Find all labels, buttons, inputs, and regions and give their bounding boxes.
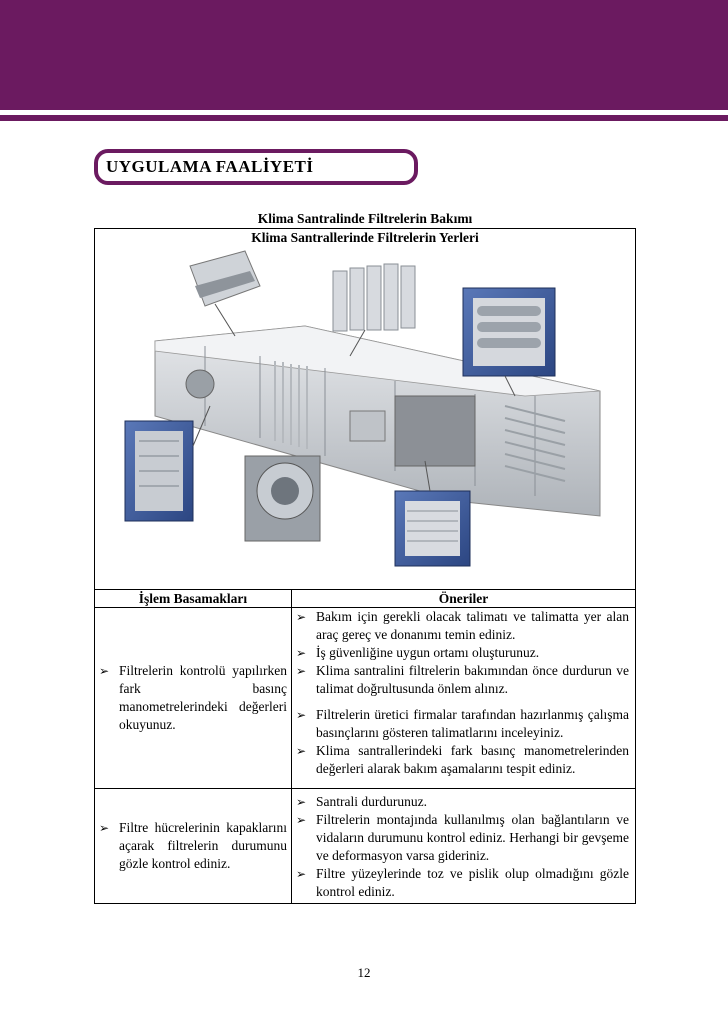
ahu-illustration: [95, 246, 635, 589]
suggestion-item: ➢ Filtrelerin üretici firmalar tarafından hazırlanmış çalışma basınçlarını gösteren talimatlarını inceleyiniz.: [292, 706, 629, 742]
suggestion-item: ➢ Klima santralini filtrelerin bakımından önce durdurun ve talimat doğrultusunda önlem alınız.: [292, 662, 629, 698]
suggestion-item: ➢ Klima santrallerindeki fark basınç manometrelerinden değerleri alarak bakım aşamalarını tespit ediniz.: [292, 742, 629, 778]
step-text: ➢ Filtrelerin kontrolü yapılırken fark basınç manometrelerindeki değerleri okuyunuz.: [95, 662, 287, 734]
suggestion-item: ➢ Santrali durdurunuz.: [292, 793, 629, 811]
step-cell: [95, 789, 292, 904]
procedure-table: [94, 228, 636, 904]
suggestion-item: ➢ Filtre yüzeylerinde toz ve pislik olup olmadığını gözle kontrol ediniz.: [292, 865, 629, 901]
col-header-suggestions: Öneriler: [292, 590, 636, 608]
table-row: [95, 789, 636, 904]
suggestion-item: ➢ Bakım için gerekli olacak talimatı ve talimatta yer alan araç gereç ve donanımı temin ediniz.: [292, 608, 629, 644]
air-handling-unit-diagram: [95, 246, 635, 589]
header-band: [0, 0, 728, 110]
step-cell: [95, 608, 292, 789]
suggestion-item: ➢ Filtrelerin montajında kullanılmış olan bağlantıların ve vidaların durumunu kontrol ediniz. Herhangi bir gevşeme ve deformasyon varsa gideriniz.: [292, 811, 629, 865]
page-number: 12: [357, 965, 371, 980]
suggestion-item: ➢ İş güvenliğine uygun ortamı oluşturunuz.: [292, 644, 629, 662]
activity-title: UYGULAMA FAALİYETİ: [106, 157, 314, 176]
image-cell: [95, 229, 636, 590]
image-caption: Klima Santrallerinde Filtrelerin Yerleri: [251, 230, 479, 245]
section-title: Klima Santralinde Filtrelerin Bakımı: [257, 211, 473, 226]
col-header-steps: İşlem Basamakları: [95, 590, 292, 608]
activity-heading: [94, 149, 418, 185]
suggestions-cell: [292, 608, 636, 789]
table-row: [95, 608, 636, 789]
suggestions-cell: [292, 789, 636, 904]
header-rule: [0, 115, 728, 121]
step-text: ➢ Filtre hücrelerinin kapaklarını açarak filtrelerin durumunu gözle kontrol ediniz.: [95, 819, 287, 873]
